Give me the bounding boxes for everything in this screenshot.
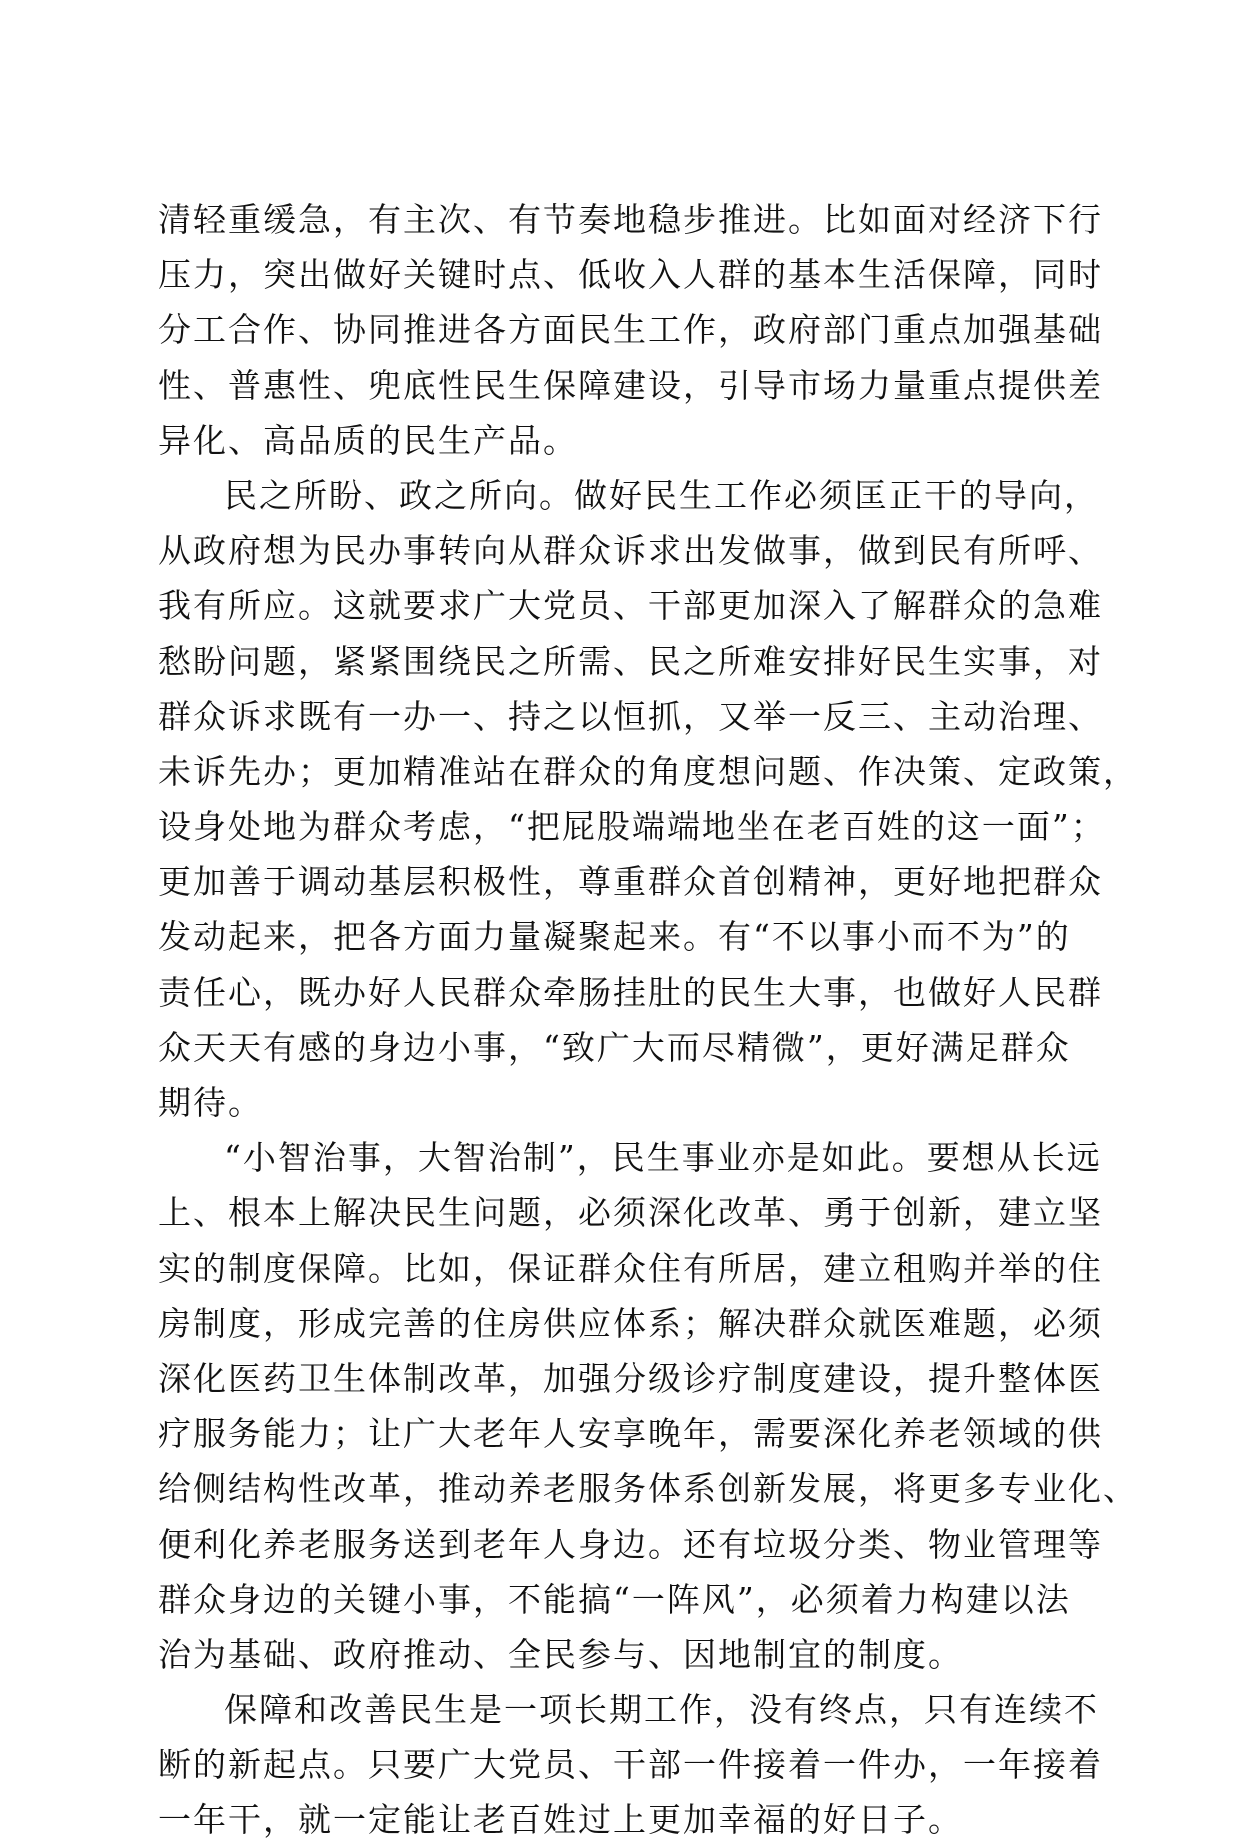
text-line: 断的新起点。只要广大党员、干部一件接着一件办，一年接着 (158, 1745, 1103, 1785)
text-line: 异化、高品质的民生产品。 (158, 420, 578, 460)
text-line: 便利化养老服务送到老年人身边。还有垃圾分类、物业管理等 (158, 1524, 1103, 1564)
text-line: 群众身边的关键小事，不能搞“一阵风”，必须着力构建以法 (158, 1579, 1071, 1619)
text-line: 一年干，就一定能让老百姓过上更加幸福的好日子。 (158, 1800, 963, 1840)
text-line: 疗服务能力；让广大老年人安享晚年，需要深化养老领域的供 (158, 1414, 1103, 1454)
text-line: 众天天有感的身边小事，“致广大而尽精微”，更好满足群众 (158, 1027, 1071, 1067)
text-line: 给侧结构性改革，推动养老服务体系创新发展，将更多专业化、 (158, 1469, 1138, 1509)
text-line: 清轻重缓急，有主次、有节奏地稳步推进。比如面对经济下行 (158, 200, 1103, 239)
text-line: 期待。 (158, 1083, 263, 1122)
text-line: 责任心，既办好人民群众牵肠挂肚的民生大事，也做好人民群 (158, 972, 1103, 1012)
text-line: 发动起来，把各方面力量凝聚起来。有“不以事小而不为”的 (158, 917, 1071, 957)
text-line: 群众诉求既有一办一、持之以恒抓，又举一反三、主动治理、 (158, 696, 1103, 736)
text-line: 未诉先办；更加精准站在群众的角度想问题、作决策、定政策， (158, 751, 1138, 791)
text-line: 房制度，形成完善的住房供应体系；解决群众就医难题，必须 (158, 1303, 1103, 1343)
paragraph-start-line: “小智治事，大智治制”，民生事业亦是如此。要想从长远 (224, 1138, 1102, 1178)
text-line: 深化医药卫生体制改革，加强分级诊疗制度建设，提升整体医 (158, 1358, 1103, 1398)
text-line: 实的制度保障。比如，保证群众住有所居，建立租购并举的住 (158, 1248, 1103, 1288)
text-line: 我有所应。这就要求广大党员、干部更加深入了解群众的急难 (158, 586, 1103, 626)
text-line: 压力，突出做好关键时点、低收入人群的基本生活保障，同时 (158, 255, 1103, 295)
text-line: 性、普惠性、兜底性民生保障建设，引导市场力量重点提供差 (158, 365, 1103, 405)
text-line: 更加善于调动基层积极性，尊重群众首创精神，更好地把群众 (158, 862, 1103, 902)
text-line: 从政府想为民办事转向从群众诉求出发做事，做到民有所呼、 (158, 531, 1103, 571)
text-line: 分工合作、协同推进各方面民生工作，政府部门重点加强基础 (158, 310, 1103, 350)
document-body (158, 192, 1138, 1848)
text-line: 愁盼问题，紧紧围绕民之所需、民之所难安排好民生实事，对 (158, 641, 1103, 681)
text-line: 上、根本上解决民生问题，必须深化改革、勇于创新，建立坚 (158, 1193, 1103, 1233)
text-line: 治为基础、政府推动、全民参与、因地制宜的制度。 (158, 1634, 963, 1674)
paragraph-start-line: 保障和改善民生是一项长期工作，没有终点，只有连续不 (224, 1690, 1099, 1730)
text-line: 设身处地为群众考虑，“把屁股端端地坐在老百姓的这一面”； (158, 807, 1106, 847)
paragraph-start-line: 民之所盼、政之所向。做好民生工作必须匡正干的导向， (224, 475, 1099, 515)
